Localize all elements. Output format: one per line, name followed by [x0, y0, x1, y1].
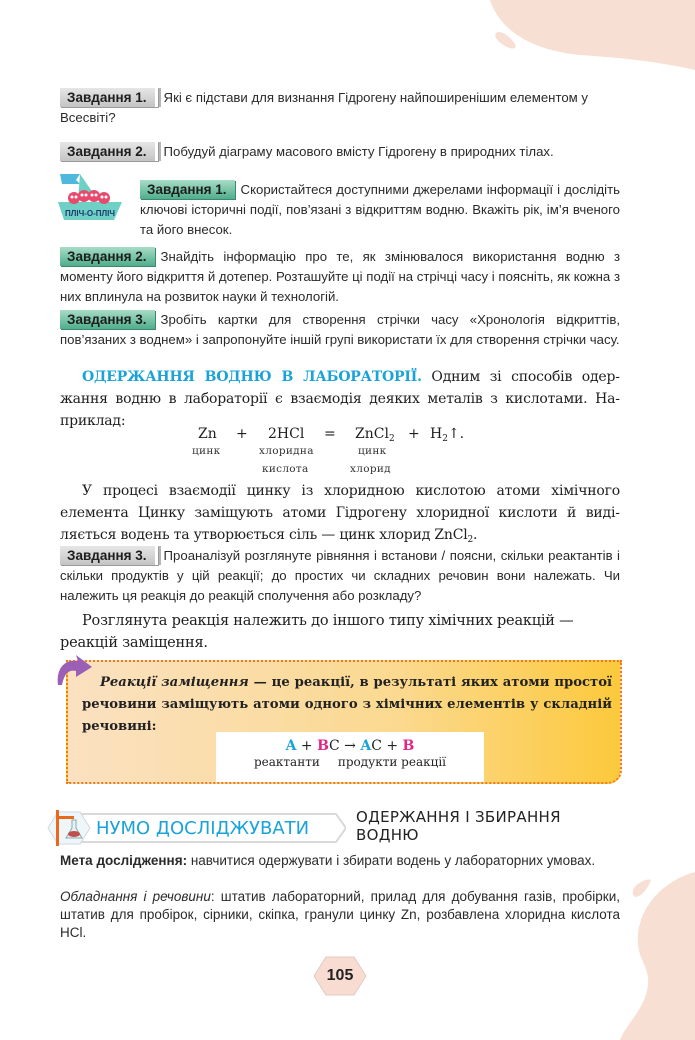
lab-paragraph: У процесі взаємодії цинку із хлоридною кислотою атоми хімічного елемента Цинку заміщують атоми Гідрогену хлоридної кислоти й виділяється водень та утворюється сіль — цинк хлорид ZnCl$_2$.: [60, 483, 620, 545]
section-intro-text: Одним зі способів одержання водню в лабораторії є взаємодія деяких металів з кислотами. Наприклад:: [60, 369, 621, 429]
task-label: Завдання 1.: [140, 180, 235, 199]
research-title: ОДЕРЖАННЯ І ЗБИРАННЯ ВОДНЮ: [356, 808, 561, 844]
research-equipment: Обладнання і речовини: штатив лабораторний, прилад для добування газів, пробірки, штатив для пробірок, сірники, скіпка, гранули цинку Zn, розбавлена хлоридна кислота HCl.: [60, 889, 620, 940]
task-label: Завдання 2.: [60, 142, 158, 161]
definition-text: Реакції заміщення — це реакції, в результаті яких атоми простої речовини заміщують атоми одного з хімічних елементів у складній речовині:: [82, 675, 612, 734]
definition-box: [66, 660, 622, 784]
task-text: Зробіть картки для створення стрічки часу «Хронологія відкриттів, пов’язаних з воднем» і запропонуйте іншій групі використати їх для створення стрічки часу.: [60, 312, 620, 347]
group-task-3: [60, 310, 620, 350]
task-1-individual: [60, 88, 620, 128]
task-text: Які є підстави для визнання Гідрогену найпоширенішим елементом у Всесвіті?: [60, 90, 588, 125]
task-text: Проаналізуй розглянуте рівняння і встанови / поясни, скільки реактантів і скільки продуктів у цій реакції; до простих чи складних речовин вони належать. Чи належить ця реакція до реакцій сполучення або розкладу?: [60, 548, 620, 603]
task-label: Завдання 3.: [60, 546, 158, 565]
task-text: Знайдіть інформацію про те, як змінювалося використання водню з моменту його відкриття й дотепер. Розташуйте ці події на стрічці часу і поясніть, як кожна з них вплинула на розвиток науки й технологій.: [60, 249, 620, 304]
task-label: Завдання 1.: [60, 88, 158, 107]
substitution-intro: Розглянута реакція належить до іншого типу хімічних реакцій — реакцій заміщення.: [60, 613, 574, 651]
group-task-2: [60, 247, 620, 307]
task-3-individual: [60, 546, 620, 606]
lab-section-intro: [60, 366, 620, 432]
general-formula: A + BC → AC + B реактанти продукти реакції: [216, 732, 484, 782]
research-banner: [46, 808, 346, 848]
task-text: Скористайтеся доступними джерелами інформації і дослідіть ключові історичні події, пов’язані з відкриттям водню. Вкажіть рік, ім’я вченого та його внесок.: [140, 182, 620, 237]
task-label: Завдання 3.: [60, 310, 155, 329]
chemical-equation: Zn + 2HCl = ZnCl$_2$ + $H_2↑$. цинк хлоридна кислота цинк хлорид: [192, 426, 465, 475]
curved-arrow-icon: [54, 655, 94, 691]
svg-text:НУМО ДОСЛІДЖУВАТИ: НУМО ДОСЛІДЖУВАТИ: [96, 818, 310, 839]
research-goal: Мета дослідження: навчитися одержувати і збирати водень у лабораторних умовах.: [60, 853, 596, 868]
group-work-logo-icon: [58, 170, 122, 222]
task-label: Завдання 2.: [60, 247, 155, 266]
svg-text:ПЛІЧ-О-ПЛІЧ: ПЛІЧ-О-ПЛІЧ: [65, 209, 115, 218]
task-2-individual: [60, 142, 620, 162]
page-number: 105: [312, 955, 368, 997]
decorative-blob-top: [0, 0, 695, 80]
task-text: Побудуй діаграму масового вмісту Гідрогену в природних тілах.: [163, 144, 554, 159]
group-task-1: [140, 180, 620, 240]
section-heading: ОДЕРЖАННЯ ВОДНЮ В ЛАБОРАТОРІЇ.: [82, 369, 422, 385]
